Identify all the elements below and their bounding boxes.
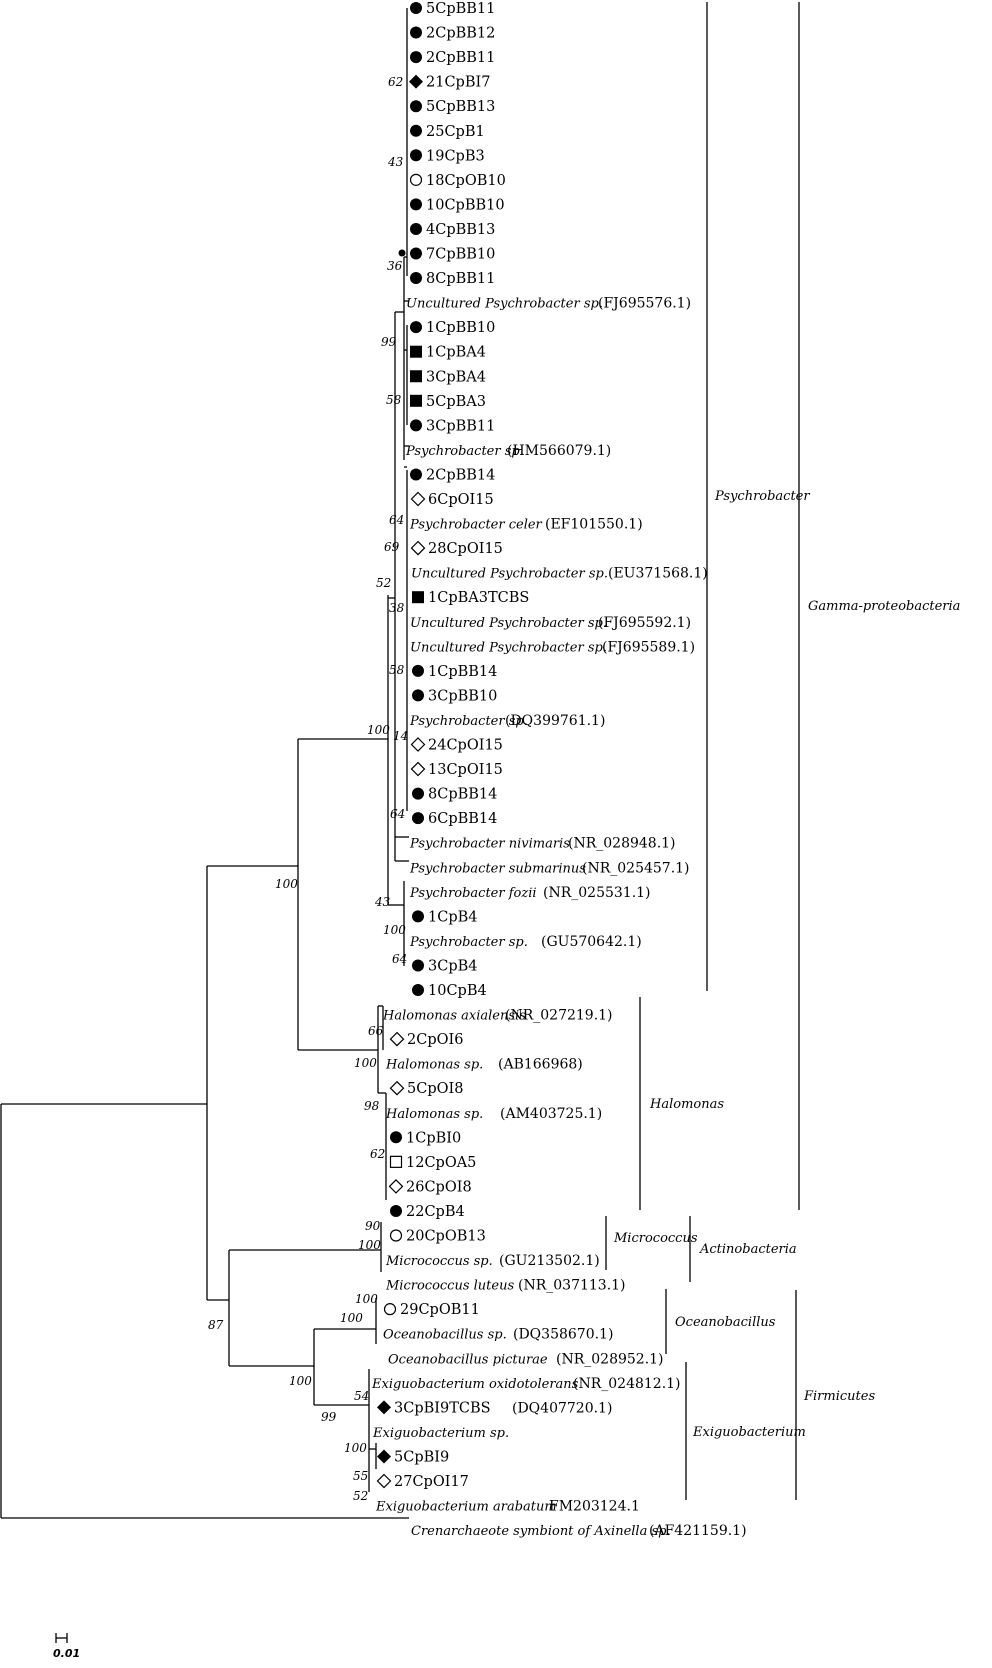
leaf-label: 20CpOB13	[406, 1228, 486, 1245]
bootstrap-value: 58	[386, 393, 402, 407]
bootstrap-value: 100	[367, 723, 390, 737]
leaf-label: Halomonas sp.	[386, 1106, 484, 1122]
bootstrap-value: 64	[392, 952, 408, 966]
leaf-label: Psychrobacter sp.	[410, 934, 528, 950]
class-group-label: Actinobacteria	[700, 1242, 797, 1257]
accession-label: (NR_027219.1)	[505, 1007, 613, 1024]
filled-circle-marker	[390, 1131, 402, 1143]
leaf-label: Exiguobacterium arabatum	[376, 1499, 557, 1515]
bootstrap-value: 64	[390, 807, 406, 821]
leaf-label: 2CpBB11	[426, 50, 496, 67]
leaf-label: 1CpB4	[428, 909, 478, 926]
open-diamond-marker	[391, 1033, 404, 1046]
leaf-label: 1CpBI0	[406, 1130, 462, 1147]
leaf-label: 10CpBB10	[426, 197, 505, 214]
filled-circle-marker	[412, 788, 424, 800]
bootstrap-value: 43	[375, 895, 391, 909]
genus-group-label: Exiguobacterium	[693, 1425, 806, 1440]
filled-circle-marker	[410, 2, 422, 14]
filled-circle-marker	[410, 272, 422, 284]
leaf-label: 7CpBB10	[426, 246, 496, 263]
filled-circle-marker	[410, 248, 422, 260]
filled-circle-marker	[410, 149, 422, 161]
bootstrap-value: 100	[354, 1056, 377, 1070]
leaf-label: 3CpBI9TCBS	[394, 1400, 491, 1417]
bootstrap-value: 87	[208, 1318, 224, 1332]
bootstrap-value: 100	[358, 1238, 381, 1252]
filled-square-marker	[410, 370, 422, 382]
filled-circle-marker	[412, 959, 424, 971]
leaf-label: Psychrobacter celer	[410, 517, 542, 533]
filled-circle-marker	[410, 51, 422, 63]
accession-label: (NR_025531.1)	[543, 884, 651, 901]
filled-square-marker	[412, 591, 424, 603]
accession-label: (HM566079.1)	[507, 442, 612, 459]
leaf-label: 19CpB3	[426, 148, 485, 165]
leaf-label: 18CpOB10	[426, 172, 506, 189]
accession-label: (NR_028948.1)	[568, 835, 676, 852]
bootstrap-value: 58	[389, 663, 405, 677]
leaf-label: 22CpB4	[406, 1203, 465, 1220]
filled-circle-marker	[410, 468, 422, 480]
leaf-label: 26CpOI8	[406, 1179, 472, 1196]
accession-label: (DQ358670.1)	[513, 1326, 614, 1343]
leaf-label: 3CpB4	[428, 958, 478, 975]
accession-label: (GU213502.1)	[499, 1253, 600, 1270]
leaf-label: Uncultured Psychrobacter sp.	[411, 566, 608, 582]
leaf-label: 2CpBB14	[426, 467, 496, 484]
leaf-label: 29CpOB11	[400, 1302, 480, 1319]
leaf-label: 3CpBA4	[426, 369, 486, 386]
bootstrap-value: 38	[389, 601, 405, 615]
bootstrap-value: 99	[321, 1410, 337, 1424]
leaf-label: 21CpBI7	[426, 74, 491, 91]
leaf-label: Oceanobacillus sp.	[383, 1327, 507, 1343]
leaf-label: Psychrobacter submarinus	[410, 861, 586, 877]
filled-circle-marker	[410, 198, 422, 210]
leaf-label: 28CpOI15	[428, 541, 503, 558]
bootstrap-value: 43	[388, 155, 404, 169]
leaf-label: 8CpBB11	[426, 271, 496, 288]
filled-circle-marker	[410, 125, 422, 137]
leaf-label: 10CpB4	[428, 983, 487, 999]
bootstrap-values	[208, 75, 408, 1503]
leaf-label: Uncultured Psychrobacter sp.	[406, 296, 603, 312]
bootstrap-value: 100	[355, 1292, 378, 1306]
filled-square-marker	[410, 346, 422, 358]
leaf-label: Oceanobacillus picturae	[388, 1352, 548, 1368]
accession-label: (DQ399761.1)	[505, 712, 606, 729]
leaf-label: 1CpBA4	[426, 344, 486, 361]
leaf-label: Micrococcus luteus	[386, 1278, 515, 1294]
accession-label: (AF421159.1)	[649, 1523, 747, 1540]
filled-circle-marker	[412, 910, 424, 922]
leaf-label: Micrococcus sp.	[386, 1254, 493, 1270]
class-group-label: Firmicutes	[804, 1389, 876, 1404]
filled-circle-marker	[390, 1205, 402, 1217]
leaf-label: Crenarchaeote symbiont of Axinella sp.	[411, 1524, 671, 1540]
filled-circle-marker	[412, 665, 424, 677]
bootstrap-value: 66	[368, 1024, 384, 1038]
leaf-label: 24CpOI15	[428, 737, 503, 754]
bootstrap-value: 98	[364, 1099, 380, 1113]
leaf-label: 1CpBB14	[428, 663, 498, 680]
accession-label: (AB166968)	[498, 1056, 583, 1073]
node-dot	[399, 250, 406, 257]
leaf-label: 5CpBB13	[426, 99, 496, 116]
leaf-label: 5CpOI8	[407, 1081, 464, 1098]
leaf-label: 6CpOI15	[428, 492, 494, 508]
leaf-label: 4CpBB13	[426, 221, 496, 238]
leaf-label: 25CpB1	[426, 123, 485, 140]
accession-label: (NR_025457.1)	[582, 860, 690, 877]
bootstrap-value: 55	[353, 1469, 369, 1483]
open-diamond-marker	[412, 763, 425, 776]
filled-circle-marker	[412, 812, 424, 824]
filled-square-marker	[410, 395, 422, 407]
open-circle-marker	[391, 1230, 402, 1241]
open-square-marker	[391, 1156, 402, 1167]
filled-diamond-marker	[409, 75, 423, 89]
open-diamond-marker	[412, 542, 425, 555]
filled-circle-marker	[412, 689, 424, 701]
open-diamond-marker	[412, 738, 425, 751]
leaf-label: Psychrobacter sp.	[406, 443, 524, 459]
leaf-label: Psychrobacter fozii	[410, 885, 537, 901]
leaf-labels	[371, 1, 747, 1539]
bootstrap-value: 100	[275, 877, 298, 891]
leaf-label: 6CpBB14	[428, 811, 498, 828]
bootstrap-value: 100	[344, 1441, 367, 1455]
open-diamond-marker	[378, 1475, 391, 1488]
genus-group-label: Psychrobacter	[715, 489, 810, 504]
bootstrap-value: 90	[365, 1219, 381, 1233]
leaf-label: Psychrobacter nivimaris	[410, 836, 570, 852]
bootstrap-value: 64	[389, 513, 405, 527]
leaf-label: Halomonas sp.	[386, 1057, 484, 1073]
leaf-label: Psychrobacter sp.	[410, 713, 528, 729]
genus-group-label: Oceanobacillus	[675, 1315, 776, 1330]
leaf-label: 13CpOI15	[428, 762, 503, 779]
filled-circle-marker	[410, 100, 422, 112]
leaf-label: Uncultured Psychrobacter sp.	[410, 640, 607, 656]
bootstrap-value: 99	[381, 335, 397, 349]
leaf-label: 8CpBB14	[428, 786, 498, 803]
open-diamond-marker	[390, 1180, 403, 1193]
accession-label: (AM403725.1)	[500, 1105, 603, 1122]
open-circle-marker	[385, 1304, 396, 1315]
leaf-label: 5CpBI9	[394, 1449, 450, 1466]
accession-label: (FJ695592.1)	[598, 614, 692, 631]
leaf-label: 3CpBB10	[428, 688, 498, 705]
accession-label: (GU570642.1)	[541, 933, 642, 950]
filled-circle-marker	[410, 223, 422, 235]
leaf-label: 12CpOA5	[406, 1154, 477, 1171]
accession-label: FM203124.1	[549, 1498, 640, 1515]
leaf-label: 2CpBB12	[426, 25, 496, 42]
leaf-label: 5CpBA3	[426, 393, 486, 410]
accession-label: (NR_024812.1)	[573, 1375, 681, 1392]
scale-bar-label: 0.01	[53, 1647, 81, 1660]
leaf-label: 1CpBA3TCBS	[428, 590, 530, 607]
bootstrap-value: 100	[289, 1374, 312, 1388]
bootstrap-value: 100	[383, 923, 406, 937]
tree-branches	[1, 8, 409, 1518]
bootstrap-value: 52	[376, 576, 392, 590]
accession-label: (EU371568.1)	[608, 565, 708, 582]
bootstrap-value: 36	[387, 259, 403, 273]
genus-group-label: Halomonas	[650, 1097, 725, 1112]
leaf-label: Uncultured Psychrobacter sp.	[410, 615, 607, 631]
accession-label: (NR_037113.1)	[518, 1277, 626, 1294]
leaf-label: Exiguobacterium oxidotolerans	[372, 1376, 579, 1392]
accession-label: (FJ695576.1)	[598, 295, 692, 312]
accession-label: (DQ407720.1)	[512, 1400, 613, 1417]
scale-bar	[53, 1633, 80, 1660]
open-diamond-marker	[412, 493, 425, 506]
bootstrap-value: 62	[388, 75, 404, 89]
bootstrap-value: 62	[370, 1147, 386, 1161]
open-diamond-marker	[391, 1082, 404, 1095]
bootstrap-value: 54	[354, 1389, 370, 1403]
leaf-label: 1CpBB10	[426, 320, 496, 337]
filled-circle-marker	[410, 419, 422, 431]
bootstrap-value: 52	[353, 1489, 369, 1503]
class-group-label: Gamma-proteobacteria	[808, 599, 961, 614]
filled-diamond-marker	[377, 1449, 391, 1463]
leaf-label: 2CpOI6	[407, 1032, 464, 1049]
leaf-label: 5CpBB11	[426, 1, 496, 17]
leaf-label: Halomonas axialensis	[383, 1008, 526, 1024]
open-circle-marker	[411, 174, 422, 185]
genus-group-label: Micrococcus	[614, 1231, 698, 1246]
accession-label: (EF101550.1)	[545, 516, 643, 533]
bootstrap-value: 69	[384, 540, 400, 554]
group-brackets	[606, 2, 960, 1500]
leaf-label: 3CpBB11	[426, 418, 496, 435]
filled-circle-marker	[410, 27, 422, 39]
accession-label: (FJ695589.1)	[602, 639, 696, 656]
leaf-label: 27CpOI17	[394, 1474, 469, 1490]
filled-diamond-marker	[377, 1400, 391, 1414]
bootstrap-value: 14	[393, 729, 409, 743]
filled-circle-marker	[410, 321, 422, 333]
leaf-label: Exiguobacterium sp.	[373, 1425, 510, 1441]
bootstrap-value: 100	[340, 1311, 363, 1325]
accession-label: (NR_028952.1)	[556, 1351, 664, 1368]
filled-circle-marker	[412, 984, 424, 996]
